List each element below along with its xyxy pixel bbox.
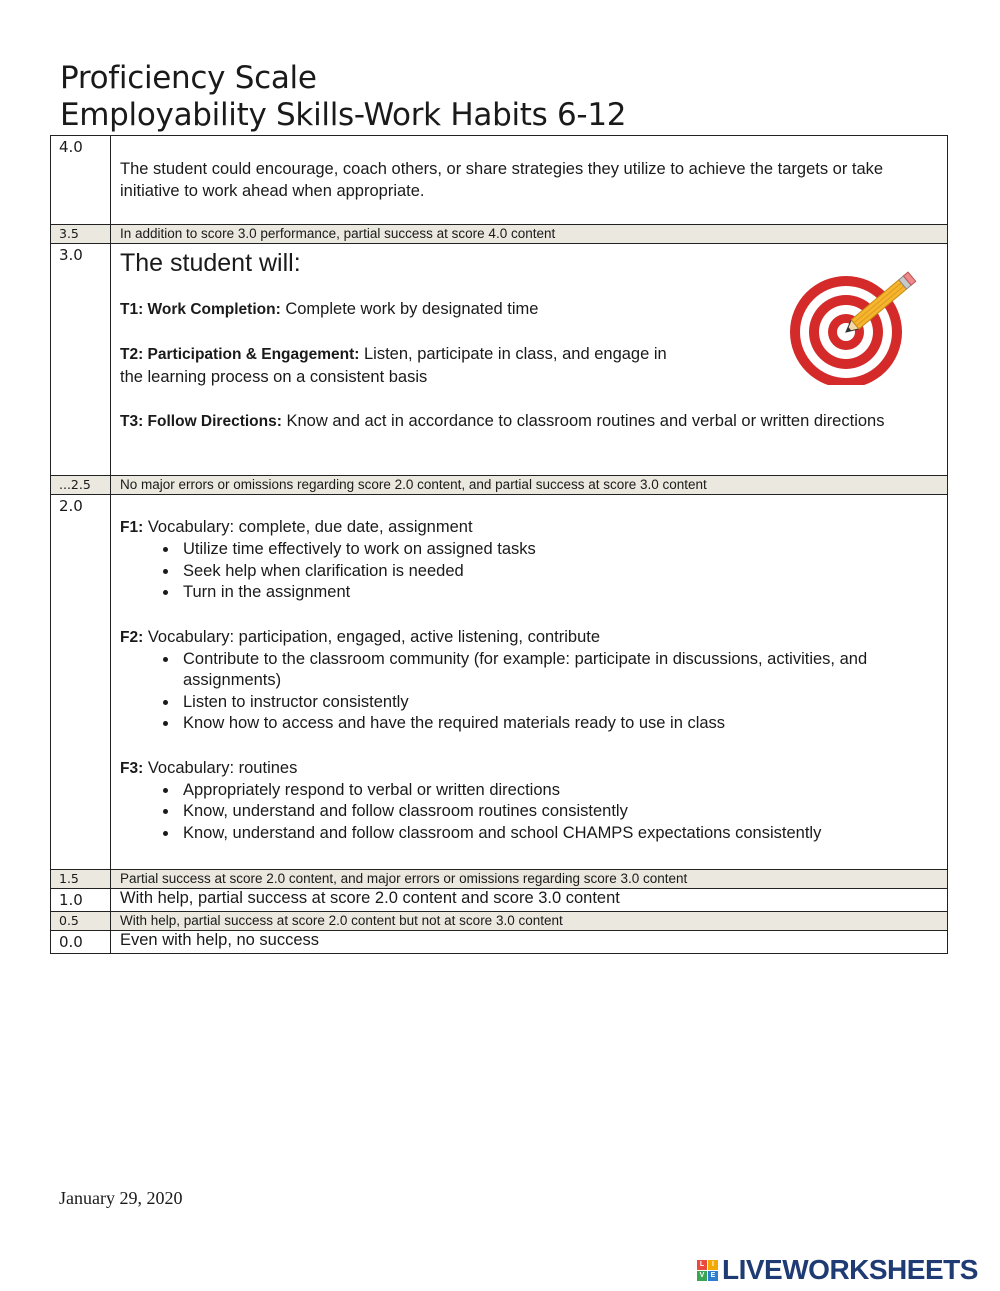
document-title (60, 60, 626, 134)
score-description (111, 136, 948, 225)
list-item: • Appropriately respond to verbal or written directions (179, 780, 939, 802)
t3-text: Know and act in accordance to classroom routines and verbal or written directions (281, 412, 885, 430)
t1-label: T1: Work Completion: (120, 301, 281, 318)
title-line-2: Employability Skills-Work Habits 6-12 (60, 97, 627, 133)
f1-label: F1: (120, 519, 144, 536)
f1-list (120, 539, 939, 604)
score-description: With help, partial success at score 2.0 content and score 3.0 content (111, 889, 948, 912)
list-item: • Contribute to the classroom community (for example: participate in discussions, activities, and assignments) (179, 649, 939, 692)
list-item: • Turn in the assignment (179, 582, 939, 604)
list-item: • Utilize time effectively to work on assigned tasks (179, 539, 939, 561)
f3-label: F3: (120, 759, 144, 777)
row-score-3 (51, 244, 948, 476)
score-label: ...2.5 (51, 476, 111, 495)
list-item: • Seek help when clarification is needed (179, 561, 939, 583)
t3-label: T3: Follow Directions: (120, 413, 282, 430)
list-item: • Know, understand and follow classroom routines consistently (179, 801, 939, 823)
foundation-f3 (120, 757, 939, 780)
score-label: 3.5 (51, 225, 111, 244)
row-score-3-5 (51, 225, 948, 244)
f2-list (120, 649, 939, 735)
list-item: • Know, understand and follow classroom and school CHAMPS expectations consistently (179, 823, 939, 845)
score-description: No major errors or omissions regarding score 2.0 content, and partial success at score 3.0 content (111, 476, 948, 495)
list-item: • Listen to instructor consistently (179, 692, 939, 714)
target-t3 (120, 410, 939, 433)
liveworksheets-wordmark: LIVEWORKSHEETS (722, 1254, 978, 1285)
t2-text-a: Listen, participate in class, and engage in (359, 345, 667, 363)
score-description: With help, partial success at score 2.0 content but not at score 3.0 content (111, 912, 948, 931)
score-label: 1.5 (51, 870, 111, 889)
score-label: 0.0 (51, 931, 111, 954)
row-score-4 (51, 136, 948, 225)
foundation-f1 (120, 516, 939, 539)
score-description: Even with help, no success (111, 931, 948, 954)
f3-text: Vocabulary: routines (143, 758, 298, 777)
liveworksheets-logo[interactable] (697, 1253, 978, 1287)
f3-list (120, 780, 939, 845)
row-score-0-5 (51, 912, 948, 931)
row-score-0 (51, 931, 948, 954)
t2-text-b: the learning process on a consistent basis (120, 368, 428, 386)
proficiency-scale-table (50, 135, 948, 954)
liveworksheets-logo-icon: L I V E (697, 1260, 718, 1281)
list-item: • Know how to access and have the required materials ready to use in class (179, 713, 939, 735)
score-label: 0.5 (51, 912, 111, 931)
t2-label: T2: Participation & Engagement: (120, 346, 360, 363)
score-label: 1.0 (51, 889, 111, 912)
f2-text: Vocabulary: participation, engaged, active listening, contribute (143, 627, 601, 646)
row-score-2 (51, 495, 948, 870)
f1-text: Vocabulary: complete, due date, assignment (143, 518, 473, 536)
t1-text: Complete work by designated time (280, 300, 539, 318)
f2-label: F2: (120, 628, 144, 646)
row-score-2-5 (51, 476, 948, 495)
score-description (111, 495, 948, 870)
target-with-pencil-icon (788, 260, 933, 385)
score-description: In addition to score 3.0 performance, partial success at score 4.0 content (111, 225, 948, 244)
row-score-1-5 (51, 870, 948, 889)
score-description: Partial success at score 2.0 content, and major errors or omissions regarding score 3.0 content (111, 870, 948, 889)
foundation-f2 (120, 626, 939, 649)
student-will-heading: The student will: (120, 249, 301, 277)
score-4-text: The student could encourage, coach others, or share strategies they utilize to achieve the targets or take initiative to work ahead when appropriate. (120, 160, 884, 200)
score-label: 2.0 (51, 495, 111, 870)
title-line-1: Proficiency Scale (60, 60, 317, 96)
score-label: 4.0 (51, 136, 111, 225)
footer-date: January 29, 2020 (59, 1188, 183, 1208)
score-label: 3.0 (51, 244, 111, 476)
score-description (111, 244, 948, 476)
row-score-1 (51, 889, 948, 912)
